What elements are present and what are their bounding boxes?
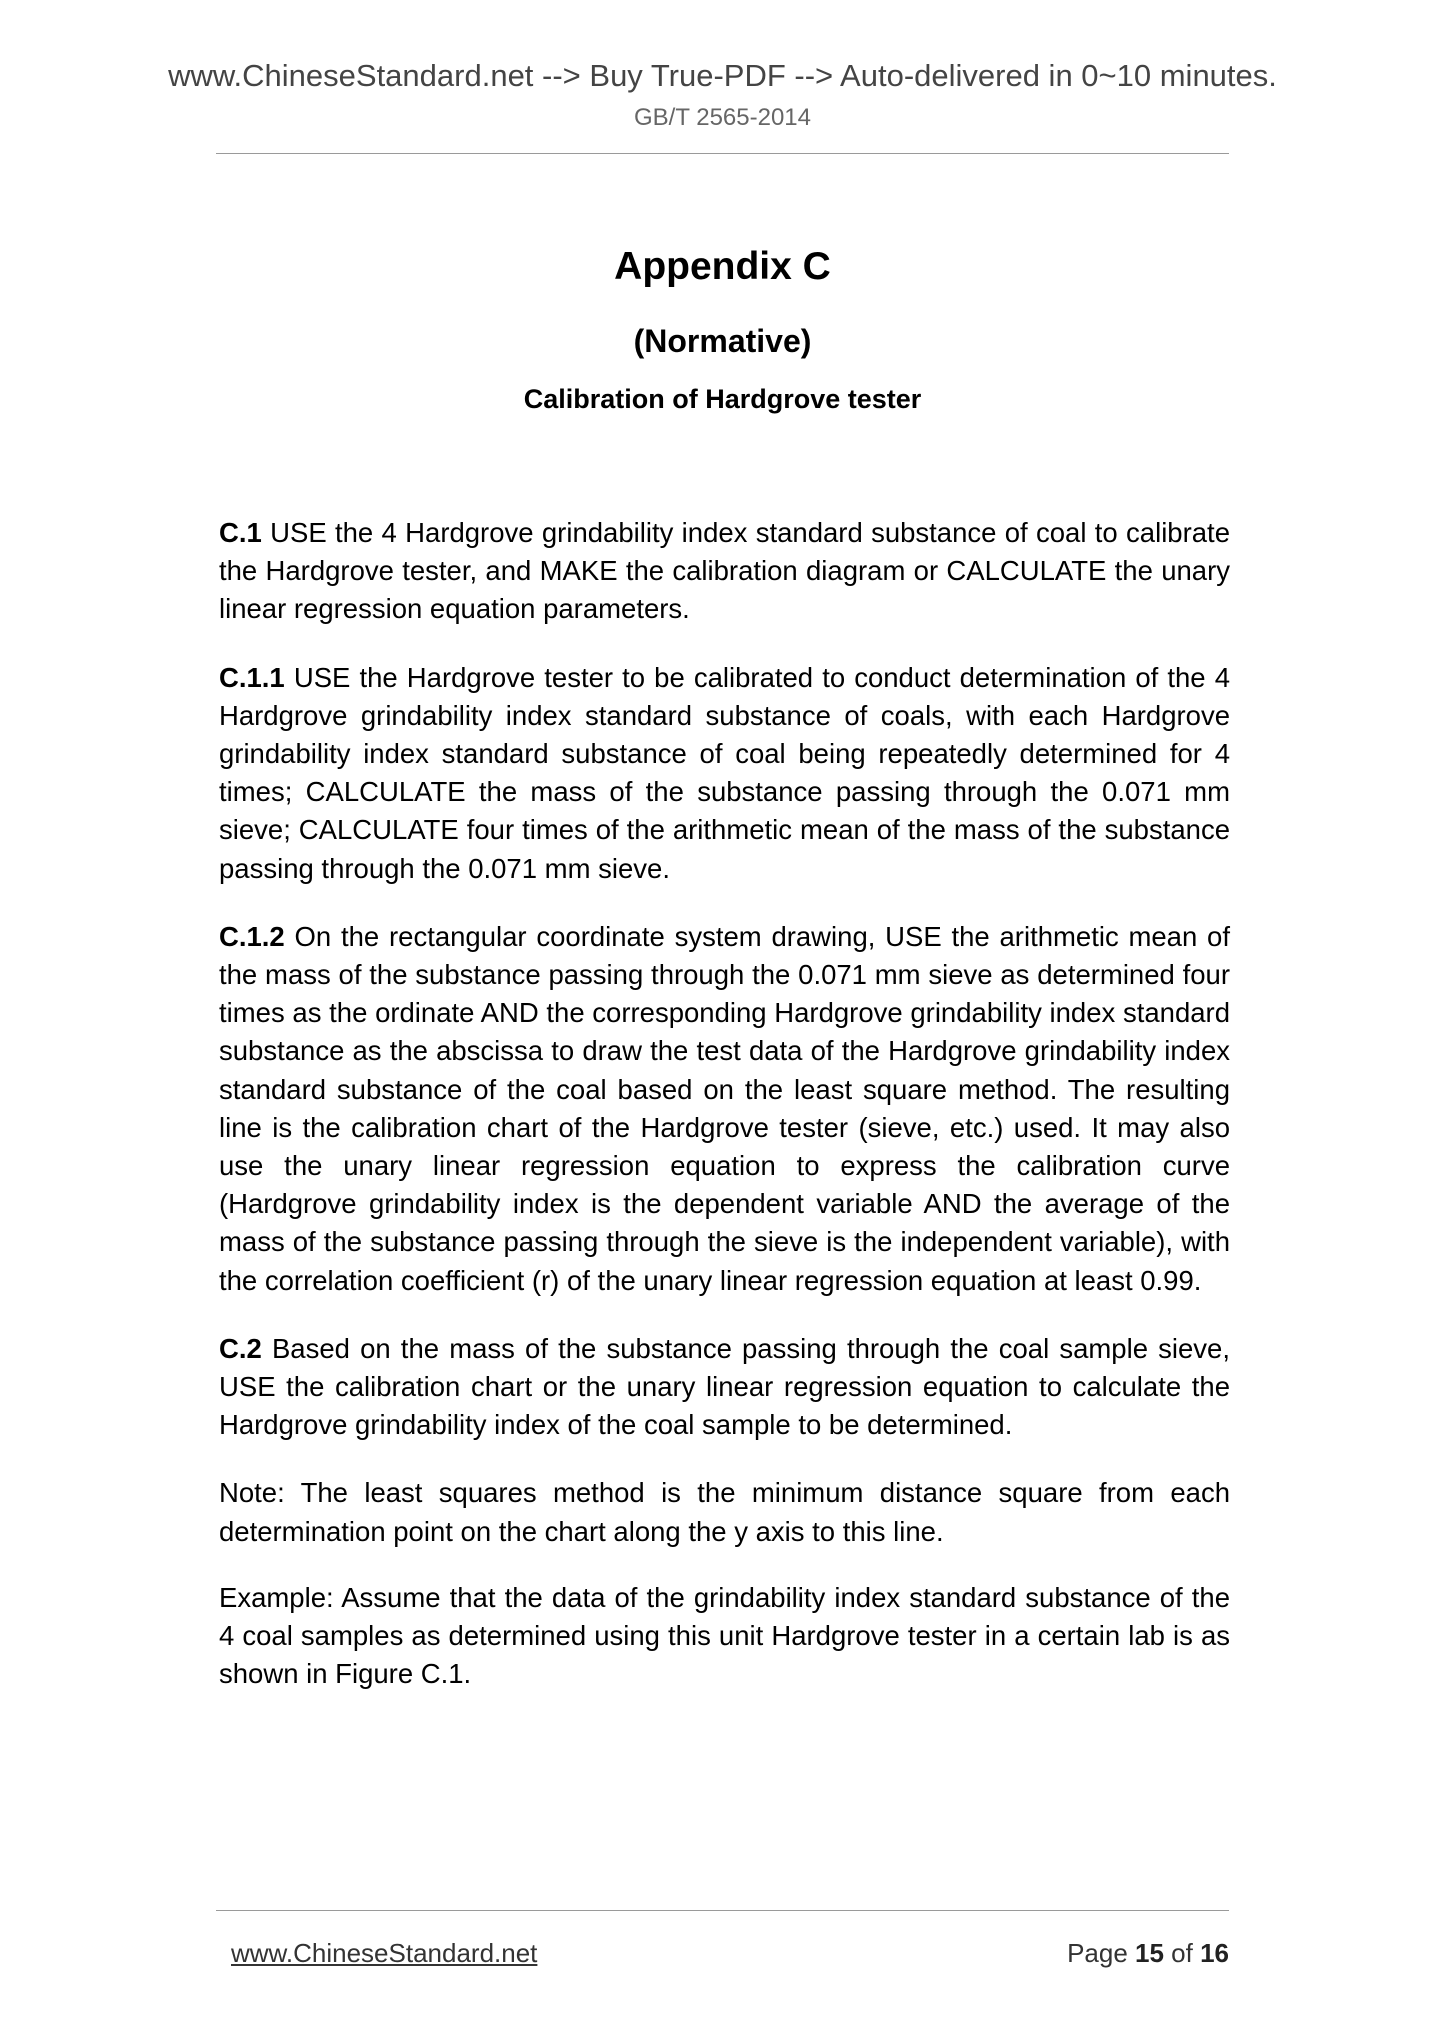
clause-number: C.2 [219,1332,262,1364]
clause-number: C.1 [219,517,262,548]
page-number [1067,1936,1229,1970]
appendix-subtitle: Calibration of Hardgrove tester [523,384,922,414]
appendix-title: Appendix C [614,245,831,288]
note-paragraph: Note: The least squares method is the minimum distance square from each determination point on the chart along the y axis to this line. [219,1477,1230,1547]
document-code: GB/T 2565-2014 [633,104,811,131]
document-body [219,514,1230,1723]
clause-text: On the rectangular coordinate system drawing, USE the arithmetic mean of the mass of the substance passing through the 0.071 mm sieve as determined four times as the ordinate AND the corresponding Hardgrove grindability index standard substance as the abscissa to draw the test data of the Hardgrove grindability index standard substance of the coal based on the least square method. The resulting line is the calibration chart of the Hardgrove tester (sieve, etc.) used. It may also use the unary linear regression equation to express the calibration curve (Hardgrove grindability index is the dependent variable AND the average of the mass of the substance passing through the sieve is the independent variable), with the correlation coefficient (r) of the unary linear regression equation at least 0.99. [219,920,1230,1296]
footer-divider [216,1910,1229,1911]
clause-text: USE the 4 Hardgrove grindability index standard substance of coal to calibrate the Hardgrove tester, and MAKE the calibration diagram or CALCULATE the unary linear regression equation parameters. [219,517,1230,625]
footer-website-link[interactable]: www.ChineseStandard.net [231,1938,538,1968]
page-of: of [1163,1938,1201,1968]
header-banner: www.ChineseStandard.net --> Buy True-PDF --> Auto-delivered in 0~10 minutes. [168,58,1277,93]
clause-c1-1 [219,659,1230,888]
clause-c2 [219,1330,1230,1445]
page-prefix: Page [1067,1938,1136,1968]
page-current: 15 [1135,1938,1164,1968]
clause-c1-2 [219,918,1230,1300]
clause-number: C.1.2 [219,920,285,952]
clause-c1 [219,514,1230,629]
normative-label: (Normative) [633,323,812,359]
clause-text: USE the Hardgrove tester to be calibrated to conduct determination of the 4 Hardgrove grindability index standard substance of coals, with each Hardgrove grindability index standard substance of coal being repeatedly determined for 4 times; CALCULATE the mass of the substance passing through the 0.071 mm sieve; CALCULATE four times of the arithmetic mean of the mass of the substance passing through the 0.071 mm sieve. [219,661,1230,884]
clause-number: C.1.1 [219,661,285,693]
clause-text: Based on the mass of the substance passing through the coal sample sieve, USE the calibration chart or the unary linear regression equation to calculate the Hardgrove grindability index of the coal sample to be determined. [219,1332,1230,1441]
header-divider [216,153,1229,154]
page-total: 16 [1200,1938,1229,1968]
example-paragraph: Example: Assume that the data of the grindability index standard substance of the 4 coal samples as determined using this unit Hardgrove tester in a certain lab is as shown in Figure C.1. [219,1581,1230,1690]
